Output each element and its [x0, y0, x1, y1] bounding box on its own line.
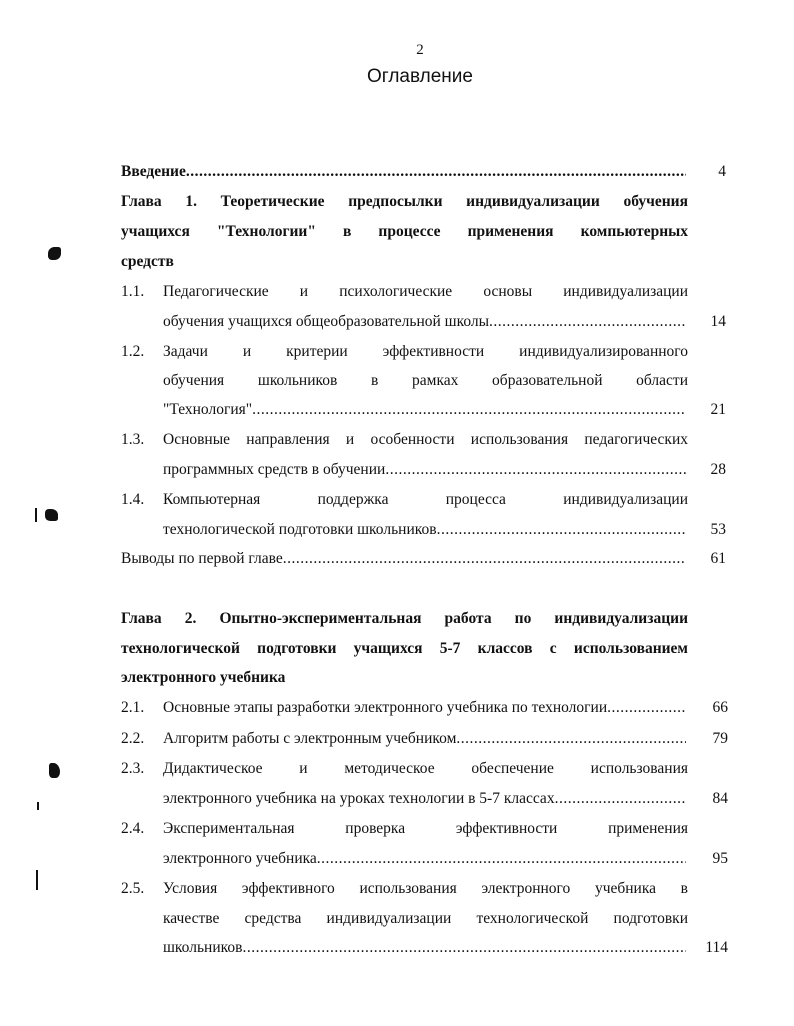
page-ref: 14 [710, 313, 726, 330]
page-ref: 66 [712, 699, 728, 716]
entry-last-line [163, 849, 686, 869]
entry-label: Выводы по первой главе [121, 550, 283, 567]
entry-label: Введение [121, 163, 186, 180]
page-ref: 28 [710, 461, 726, 478]
scan-mark [49, 763, 60, 778]
scan-mark [37, 802, 39, 810]
entry-line: обучения учащихся общеобразовательной школы [163, 313, 490, 330]
entry-line: Основные этапы разработки электронного учебника по технологии [163, 699, 608, 716]
dot-leader [555, 789, 686, 809]
page-ref: 84 [712, 790, 728, 807]
section-number: 2.4. [121, 820, 145, 837]
dot-leader [489, 312, 686, 332]
dot-leader [437, 520, 686, 540]
chapter-heading-line: Глава 1. Теоретические предпосылки индивидуализации обучения [121, 193, 688, 210]
scan-mark [45, 509, 58, 521]
entry-line: Задачи и критерии эффективности индивидуализированного [163, 343, 688, 360]
entry-line: программных средств в обучении [163, 461, 386, 478]
entry-line: электронного учебника на уроках технологии в 5-7 классах [163, 790, 555, 807]
chapter-heading-line: технологической подготовки учащихся 5-7 классов с использованием [121, 640, 688, 657]
dot-leader [252, 400, 686, 420]
section-number: 2.3. [121, 760, 145, 777]
entry-line: обучения школьников в рамках образовательной области [163, 372, 688, 389]
page-ref: 61 [710, 550, 726, 567]
entry-line: Компьютерная поддержка процесса индивидуализации [163, 491, 688, 508]
entry-line: школьников [163, 939, 243, 956]
entry-line: Педагогические и психологические основы индивидуализации [163, 283, 688, 300]
entry-line: Экспериментальная проверка эффективности применения [163, 820, 688, 837]
dot-leader [283, 549, 686, 569]
entry-line: электронного учебника [163, 850, 317, 867]
entry-last-line [163, 312, 686, 332]
dot-leader [607, 698, 686, 718]
entry-last-line [163, 789, 686, 809]
entry-last-line [163, 460, 686, 480]
entry-line: Основные направления и особенности использования педагогических [163, 431, 688, 448]
entry-line: качестве средства индивидуализации технологической подготовки [163, 910, 688, 927]
page-ref: 114 [705, 939, 728, 956]
dot-leader [385, 460, 686, 480]
page-ref: 95 [712, 850, 728, 867]
toc-entry-conclusion[interactable] [121, 549, 686, 569]
page-ref: 53 [710, 521, 726, 538]
section-number: 1.1. [121, 283, 145, 300]
chapter-heading-line: Глава 2. Опытно-экспериментальная работа по индивидуализации [121, 610, 688, 627]
toc-entry-introduction[interactable] [121, 162, 686, 182]
entry-last-line [163, 520, 686, 540]
page-ref: 21 [710, 401, 726, 418]
scan-mark [48, 247, 61, 260]
chapter-heading-line: средств [121, 253, 174, 270]
section-number: 2.5. [121, 880, 145, 897]
entry-line: "Технология" [163, 401, 253, 418]
entry-last-line [163, 938, 686, 958]
section-number: 1.4. [121, 491, 145, 508]
dot-leader [242, 938, 686, 958]
entry-line: Условия эффективного использования электронного учебника в [163, 880, 688, 897]
page-ref: 4 [718, 163, 726, 180]
entry-last-line [163, 729, 686, 749]
entry-line: Дидактическое и методическое обеспечение использования [163, 760, 688, 777]
entry-last-line [163, 698, 686, 718]
page-title: Оглавление [367, 66, 473, 87]
section-number: 1.2. [121, 343, 145, 360]
entry-line: Алгоритм работы с электронным учебником [163, 730, 457, 747]
scan-mark [36, 870, 38, 890]
page-number: 2 [416, 42, 424, 58]
section-number: 2.1. [121, 699, 145, 716]
dot-leader [186, 162, 686, 182]
section-number: 1.3. [121, 431, 145, 448]
dot-leader [456, 729, 686, 749]
entry-last-line [163, 400, 686, 420]
section-number: 2.2. [121, 730, 145, 747]
page-ref: 79 [712, 730, 728, 747]
entry-line: технологической подготовки школьников [163, 521, 437, 538]
scan-mark [35, 508, 37, 522]
chapter-heading-line: учащихся "Технологии" в процессе применения компьютерных [121, 223, 688, 240]
dot-leader [317, 849, 686, 869]
chapter-heading-line: электронного учебника [121, 669, 286, 686]
